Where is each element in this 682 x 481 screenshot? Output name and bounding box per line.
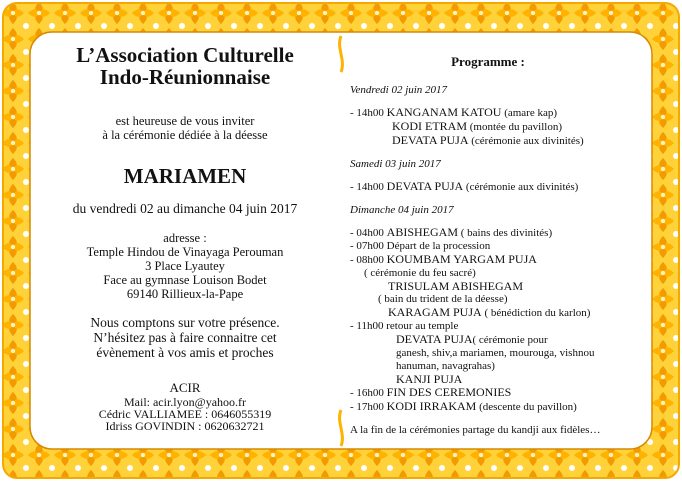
programme-item: - 04h00 ABISHEGAM ( bains des divinités)	[350, 225, 553, 239]
programme-item: DEVATA PUJA( cérémonie pour	[396, 332, 548, 346]
goddess-name: MARIAMEN	[123, 164, 247, 188]
day-heading: Vendredi 02 juin 2017	[350, 84, 448, 96]
programme-item: - 14h00 KANGANAM KATOU (amare kap)	[350, 105, 558, 119]
event-dates: du vendredi 02 au dimanche 04 juin 2017	[72, 201, 298, 216]
programme-item: ( cérémonie du feu sacré)	[364, 267, 476, 279]
contact-block	[40, 396, 330, 432]
message-block: Nous comptons sur votre présence. N’hésitez pas à faire connaitre cet évènement à vos amis et proches	[90, 315, 280, 360]
org-name: ACIR	[169, 380, 201, 395]
programme-item: KODI ETRAM (montée du pavillon)	[392, 119, 563, 133]
programme-item: - 17h00 KODI IRRAKAM (descente du pavillon)	[350, 399, 577, 413]
address-block: adresse : Temple Hindou de Vinayaga Perouman 3 Place Lyautey Face au gymnase Louison Bodet 69140 Rillieux-la-Pape	[86, 231, 284, 301]
programme-footer: A la fin de la cérémonies partage du kandji aux fidèles…	[350, 424, 601, 436]
invitation-column	[40, 44, 330, 432]
programme-item: ( bain du trident de la déesse)	[378, 293, 508, 305]
association-title: L’Association Culturelle Indo-Réunionnaise	[76, 43, 294, 89]
programme-item: ganesh, shiv,a mariamen, mourouga, vishnou	[396, 347, 595, 359]
programme-item: - 11h00 retour au temple	[350, 320, 459, 332]
programme-column	[350, 54, 646, 436]
programme-item: - 16h00 FIN DES CEREMONIES	[350, 385, 512, 399]
programme-item: - 14h00 DEVATA PUJA (cérémonie aux divinités)	[350, 179, 579, 193]
programme-item: KANJI PUJA	[396, 372, 463, 386]
programme-item: KARAGAM PUJA ( bénédiction du karlon)	[388, 305, 591, 319]
contact-line: Idriss GOVINDIN : 0620632721	[105, 419, 265, 433]
contact-line: Cédric VALLIAMEE : 0646055319	[98, 407, 272, 421]
programme-item: - 08h00 KOUMBAM YARGAM PUJA	[350, 252, 537, 266]
programme-item: TRISULAM ABISHEGAM	[388, 279, 524, 293]
programme-item: - 07h00 Départ de la procession	[350, 240, 491, 252]
intro-text: est heureuse de vous inviter à la cérémonie dédiée à la déesse	[102, 114, 268, 142]
programme-item: DEVATA PUJA (cérémonie aux divinités)	[392, 133, 584, 147]
programme-title: Programme :	[451, 54, 525, 69]
mail-line: Mail: acir.lyon@yahoo.fr	[123, 395, 247, 409]
day-heading: Dimanche 04 juin 2017	[350, 204, 454, 216]
day-heading: Samedi 03 juin 2017	[350, 158, 441, 170]
programme-item: hanuman, navagrahas)	[396, 360, 495, 372]
